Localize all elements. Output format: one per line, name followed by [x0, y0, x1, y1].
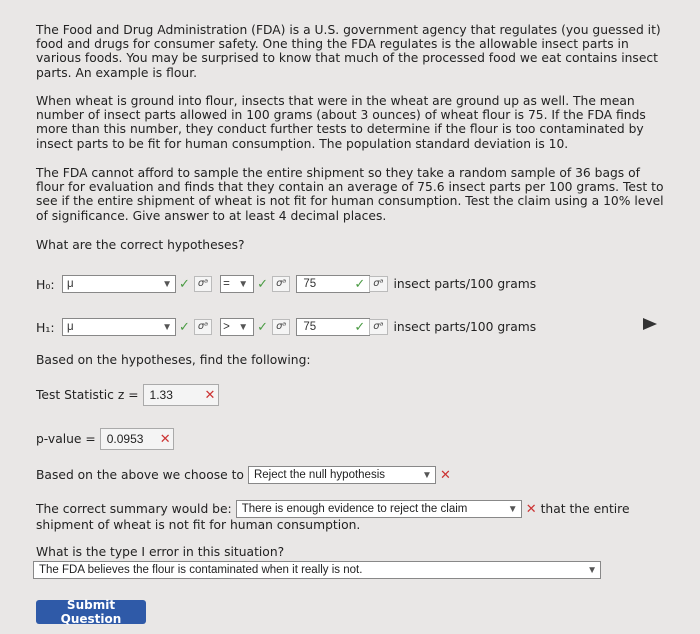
h0-operator-value: =	[223, 278, 230, 290]
test-statistic-value: 1.33	[149, 388, 173, 402]
incorrect-x-icon: ✕	[439, 467, 451, 483]
h0-operator-select[interactable]	[220, 275, 254, 293]
check-icon: ✓	[257, 319, 269, 335]
check-icon: ✓	[354, 276, 366, 292]
type1-selected: The FDA believes the flour is contaminated when it really is not.	[39, 564, 363, 576]
incorrect-x-icon: ✕	[204, 387, 216, 403]
h1-row	[36, 316, 536, 338]
summary-line	[36, 500, 666, 518]
summary-select[interactable]	[236, 500, 522, 518]
type1-question: What is the type I error in this situation?	[36, 545, 285, 559]
test-statistic-row	[36, 384, 215, 406]
sigma-badge: σᵃ	[272, 319, 290, 335]
check-icon: ✓	[179, 319, 190, 335]
chevron-down-icon: ▼	[238, 321, 249, 333]
chevron-down-icon: ▼	[162, 278, 172, 290]
incorrect-x-icon: ✕	[525, 501, 537, 517]
p-value-row	[36, 428, 171, 450]
h1-value: 75	[303, 321, 317, 333]
decision-select[interactable]	[248, 466, 436, 484]
h1-operator-value: >	[223, 321, 230, 333]
sigma-badge: σᵃ	[194, 319, 212, 335]
h0-param-select[interactable]	[62, 275, 176, 293]
h1-param-value: μ	[67, 321, 74, 333]
check-icon: ✓	[257, 276, 269, 292]
h0-row	[36, 273, 536, 295]
h0-value: 75	[303, 278, 317, 290]
chevron-down-icon: ▼	[422, 469, 432, 481]
decision-selected: Reject the null hypothesis	[253, 469, 386, 481]
test-statistic-label: Test Statistic z =	[36, 388, 139, 402]
h0-units: insect parts/100 grams	[393, 277, 537, 291]
p-value-label: p-value =	[36, 432, 96, 446]
h1-operator-select[interactable]	[220, 318, 254, 336]
decision-row	[36, 466, 451, 484]
chevron-down-icon: ▼	[587, 564, 597, 576]
incorrect-x-icon: ✕	[159, 431, 171, 447]
p-value-value: 0.0953	[106, 432, 144, 446]
h1-label: H₁:	[36, 319, 55, 335]
summary-line-2: shipment of wheat is not fit for human consumption.	[36, 518, 361, 532]
chevron-down-icon: ▼	[162, 321, 172, 333]
check-icon: ✓	[354, 319, 366, 335]
check-icon: ✓	[179, 276, 190, 292]
type1-select[interactable]	[33, 561, 601, 579]
sigma-badge: σᵃ	[369, 276, 387, 292]
sigma-badge: σᵃ	[194, 276, 212, 292]
hypotheses-question: What are the correct hypotheses?	[36, 238, 245, 252]
h0-label: H₀:	[36, 276, 55, 292]
chevron-down-icon: ▼	[238, 278, 249, 290]
sigma-badge: σᵃ	[272, 276, 290, 292]
intro-paragraph-1: The Food and Drug Administration (FDA) is a U.S. government agency that regulates (you guessed it) food and drugs for consumer safety. One thing the FDA regulates is the allowable insect parts in various foods. You may be surprised to know that much of the processed food we eat contains insect parts. An example is flour.	[36, 23, 661, 80]
h1-param-select[interactable]	[62, 318, 176, 336]
mouse-cursor-icon	[643, 318, 657, 330]
summary-selected: There is enough evidence to reject the claim	[241, 502, 468, 515]
intro-paragraph-3: The FDA cannot afford to sample the entire shipment so they take a random sample of 36 bags of flour for evaluation and finds that they contain an average of 75.6 insect parts per 100 grams. Test to see if the entire shipment of wheat is not fit for human consumption. Test the claim using a 10% level of significance. Give answer to at least 4 decimal places.	[36, 166, 664, 223]
summary-after: that the entire	[540, 501, 630, 516]
summary-block	[36, 500, 666, 533]
intro-paragraph-2: When wheat is ground into flour, insects that were in the wheat are ground up as well. The mean number of insect parts allowed in 100 grams (about 3 ounces) of wheat flour is 75. If the FDA finds more than this number, they conduct further tests to determine if the flour is too contaminated by insect parts to be fit for human consumption. The population standard deviation is 10.	[36, 94, 646, 151]
based-on-text: Based on the hypotheses, find the following:	[36, 353, 311, 367]
h0-param-value: μ	[67, 278, 74, 290]
summary-label: The correct summary would be:	[36, 501, 232, 516]
sigma-badge: σᵃ	[369, 319, 387, 335]
decision-label: Based on the above we choose to	[36, 468, 244, 482]
h1-units: insect parts/100 grams	[393, 320, 537, 334]
chevron-down-icon: ▼	[507, 503, 518, 515]
submit-question-button[interactable]: Submit Question	[36, 600, 146, 624]
